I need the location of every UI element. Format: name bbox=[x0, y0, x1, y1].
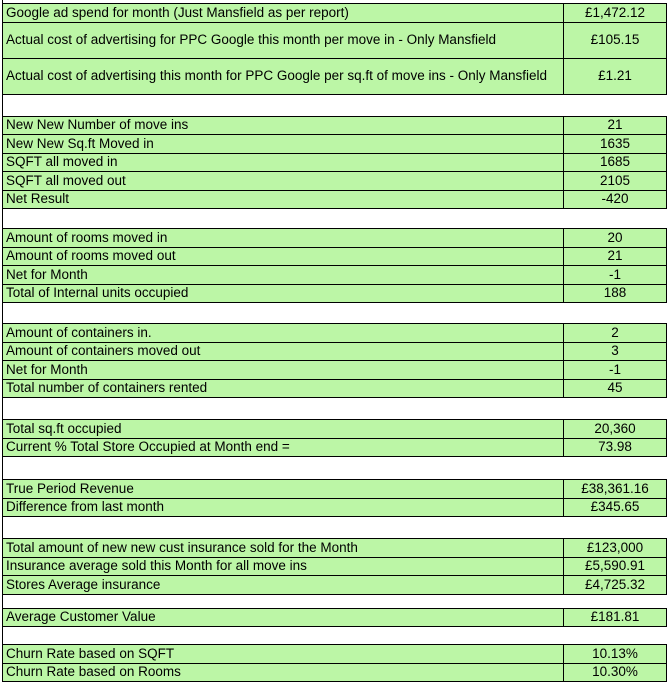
cell-value[interactable]: £1.21 bbox=[563, 59, 666, 94]
cell-label[interactable]: Net for Month bbox=[3, 266, 563, 284]
cell-label[interactable]: Amount of containers in. bbox=[3, 324, 563, 342]
cell-label[interactable]: New New Sq.ft Moved in bbox=[3, 135, 563, 153]
table-row bbox=[3, 117, 666, 135]
cell-value[interactable]: £345.65 bbox=[563, 499, 666, 517]
cell-value[interactable]: 10.13% bbox=[563, 645, 666, 663]
cell-label[interactable]: Average Customer Value bbox=[3, 609, 563, 627]
cell-value[interactable]: 21 bbox=[563, 117, 666, 135]
spreadsheet bbox=[2, 0, 667, 682]
section-move-ins-sqft bbox=[3, 116, 667, 210]
cell-label[interactable]: Amount of rooms moved in bbox=[3, 229, 563, 247]
table-row bbox=[3, 360, 666, 379]
cell-label[interactable]: Insurance average sold this Month for all move ins bbox=[3, 558, 563, 576]
section-revenue bbox=[3, 479, 667, 517]
table-row bbox=[3, 265, 666, 284]
table-row bbox=[3, 342, 666, 361]
cell-label[interactable]: Google ad spend for month (Just Mansfield as per report) bbox=[3, 4, 563, 22]
section-containers bbox=[3, 323, 667, 398]
cell-label[interactable]: Amount of containers moved out bbox=[3, 343, 563, 361]
cell-value[interactable]: 1685 bbox=[563, 154, 666, 172]
section-advertising bbox=[3, 3, 667, 95]
table-row bbox=[3, 153, 666, 172]
table-row bbox=[3, 557, 666, 576]
cell-value[interactable]: 10.30% bbox=[563, 664, 666, 682]
cell-label[interactable]: Current % Total Store Occupied at Month end = bbox=[3, 439, 563, 457]
table-row bbox=[3, 575, 666, 594]
cell-label[interactable]: Total of Internal units occupied bbox=[3, 285, 563, 303]
cell-label[interactable]: SQFT all moved out bbox=[3, 172, 563, 190]
cell-label[interactable]: SQFT all moved in bbox=[3, 154, 563, 172]
table-row bbox=[3, 324, 666, 342]
cell-label[interactable]: Churn Rate based on SQFT bbox=[3, 645, 563, 663]
cell-value[interactable]: 2 bbox=[563, 324, 666, 342]
cell-label[interactable]: Stores Average insurance bbox=[3, 576, 563, 594]
section-occupancy bbox=[3, 419, 667, 457]
table-row bbox=[3, 438, 666, 457]
table-row bbox=[3, 498, 666, 517]
table-row bbox=[3, 58, 666, 94]
cell-label[interactable]: Actual cost of advertising this month for PPC Google per sq.ft of move ins - Only Mansfield bbox=[3, 59, 563, 94]
cell-label[interactable]: Net for Month bbox=[3, 361, 563, 379]
table-row bbox=[3, 539, 666, 557]
cell-value[interactable]: 20,360 bbox=[563, 420, 666, 438]
cell-value[interactable]: £1,472.12 bbox=[563, 4, 666, 22]
table-row bbox=[3, 284, 666, 303]
cell-label[interactable]: Net Result bbox=[3, 191, 563, 209]
cell-value[interactable]: 21 bbox=[563, 248, 666, 266]
table-row bbox=[3, 190, 666, 209]
section-insurance bbox=[3, 538, 667, 595]
table-row bbox=[3, 134, 666, 153]
cell-label[interactable]: Total number of containers rented bbox=[3, 380, 563, 398]
cell-value[interactable]: £105.15 bbox=[563, 23, 666, 58]
cell-value[interactable]: £5,590.91 bbox=[563, 558, 666, 576]
table-row bbox=[3, 379, 666, 398]
cell-label[interactable]: Total amount of new new cust insurance sold for the Month bbox=[3, 539, 563, 557]
cell-value[interactable]: £123,000 bbox=[563, 539, 666, 557]
cell-label[interactable]: New New Number of move ins bbox=[3, 117, 563, 135]
table-row bbox=[3, 663, 666, 682]
section-customer-value bbox=[3, 608, 667, 628]
section-churn bbox=[3, 644, 667, 682]
cell-label[interactable]: Churn Rate based on Rooms bbox=[3, 664, 563, 682]
cell-value[interactable]: 20 bbox=[563, 229, 666, 247]
section-rooms bbox=[3, 228, 667, 303]
cell-value[interactable]: £38,361.16 bbox=[563, 480, 666, 498]
cell-value[interactable]: 2105 bbox=[563, 172, 666, 190]
cell-value[interactable]: £181.81 bbox=[563, 609, 666, 627]
table-row bbox=[3, 480, 666, 498]
table-row bbox=[3, 171, 666, 190]
cell-value[interactable]: -420 bbox=[563, 191, 666, 209]
table-row bbox=[3, 22, 666, 58]
cell-label[interactable]: True Period Revenue bbox=[3, 480, 563, 498]
cell-value[interactable]: 45 bbox=[563, 380, 666, 398]
table-row bbox=[3, 609, 666, 627]
cell-value[interactable]: 1635 bbox=[563, 135, 666, 153]
table-row bbox=[3, 645, 666, 663]
cell-value[interactable]: 73.98 bbox=[563, 439, 666, 457]
table-row bbox=[3, 420, 666, 438]
cell-value[interactable]: 3 bbox=[563, 343, 666, 361]
table-row bbox=[3, 229, 666, 247]
table-row bbox=[3, 4, 666, 22]
table-row bbox=[3, 247, 666, 266]
cell-value[interactable]: £4,725.32 bbox=[563, 576, 666, 594]
cell-value[interactable]: -1 bbox=[563, 266, 666, 284]
cell-value[interactable]: -1 bbox=[563, 361, 666, 379]
cell-label[interactable]: Amount of rooms moved out bbox=[3, 248, 563, 266]
cell-label[interactable]: Actual cost of advertising for PPC Google this month per move in - Only Mansfield bbox=[3, 23, 563, 58]
cell-value[interactable]: 188 bbox=[563, 285, 666, 303]
cell-label[interactable]: Total sq.ft occupied bbox=[3, 420, 563, 438]
cell-label[interactable]: Difference from last month bbox=[3, 499, 563, 517]
